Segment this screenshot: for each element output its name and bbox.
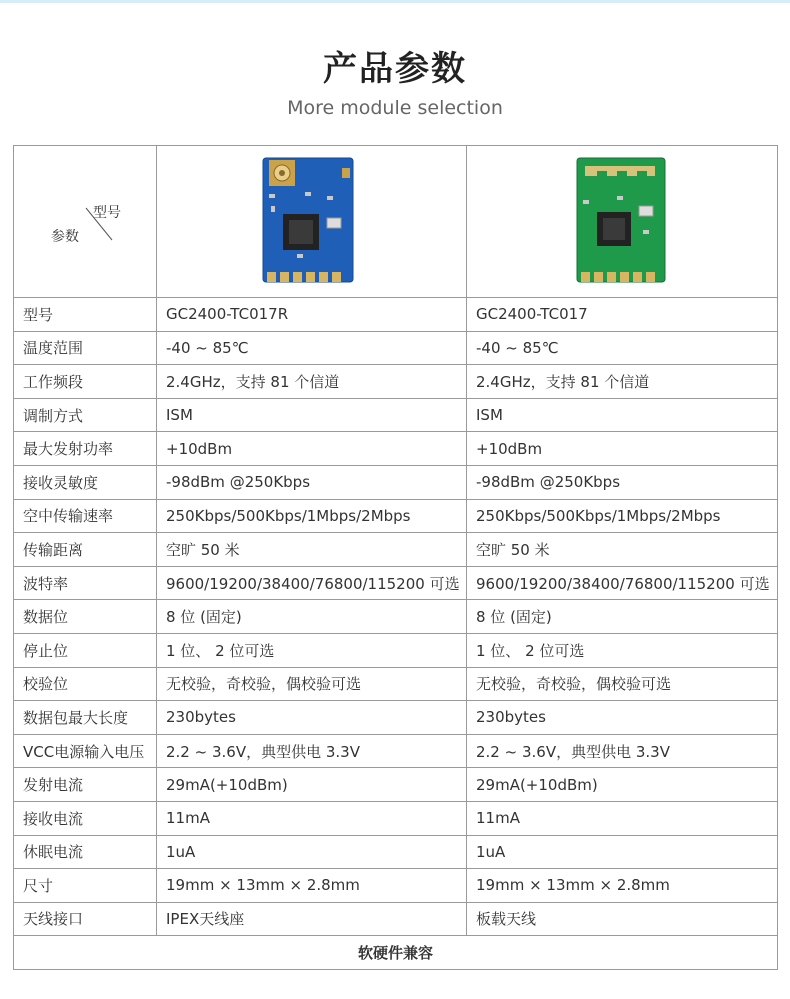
param-label: 接收电流 — [14, 801, 157, 835]
module-a-value: 29mA(+10dBm) — [157, 768, 467, 802]
module-a-value: 11mA — [157, 801, 467, 835]
diagonal-divider — [14, 146, 157, 298]
module-b-value: 19mm × 13mm × 2.8mm — [467, 869, 778, 903]
module-a-value: 19mm × 13mm × 2.8mm — [157, 869, 467, 903]
param-label: 接收灵敏度 — [14, 465, 157, 499]
module-a-value: GC2400-TC017R — [157, 298, 467, 332]
table-row — [14, 331, 778, 365]
blue-module-image — [157, 146, 467, 298]
param-label: 休眠电流 — [14, 835, 157, 869]
module-b-value: 2.2 ~ 3.6V，典型供电 3.3V — [467, 734, 778, 768]
module-b-value: 9600/19200/38400/76800/115200 可选 — [467, 566, 778, 600]
param-label: 停止位 — [14, 633, 157, 667]
table-row — [14, 533, 778, 567]
table-row — [14, 902, 778, 936]
table-row — [14, 734, 778, 768]
table-row — [14, 801, 778, 835]
table-row — [14, 398, 778, 432]
table-row — [14, 869, 778, 903]
module-b-value: 2.4GHz，支持 81 个信道 — [467, 365, 778, 399]
module-image-b — [467, 146, 778, 298]
compat-note: 软硬件兼容 — [14, 936, 778, 970]
param-label: 温度范围 — [14, 331, 157, 365]
module-a-value: -98dBm @250Kbps — [157, 465, 467, 499]
module-b-value: 29mA(+10dBm) — [467, 768, 778, 802]
module-b-value: 空旷 50 米 — [467, 533, 778, 567]
module-b-value: 无校验，奇校验，偶校验可选 — [467, 667, 778, 701]
module-a-value: 1 位、 2 位可选 — [157, 633, 467, 667]
module-b-value: ISM — [467, 398, 778, 432]
param-label: 传输距离 — [14, 533, 157, 567]
table-row — [14, 768, 778, 802]
table-row — [14, 701, 778, 735]
module-b-value: 8 位 (固定) — [467, 600, 778, 634]
module-a-value: 250Kbps/500Kbps/1Mbps/2Mbps — [157, 499, 467, 533]
table-row — [14, 365, 778, 399]
table-row — [14, 465, 778, 499]
param-label: 调制方式 — [14, 398, 157, 432]
module-b-value: 1 位、 2 位可选 — [467, 633, 778, 667]
module-a-value: 1uA — [157, 835, 467, 869]
module-image-row — [14, 146, 778, 298]
module-b-value: +10dBm — [467, 432, 778, 466]
module-b-value: -40 ~ 85℃ — [467, 331, 778, 365]
module-a-value: 2.2 ~ 3.6V，典型供电 3.3V — [157, 734, 467, 768]
corner-model-label: 型号 — [93, 205, 121, 221]
parameter-table — [13, 145, 778, 970]
param-label: 数据位 — [14, 600, 157, 634]
compat-footer-row — [14, 936, 778, 970]
param-label: 天线接口 — [14, 902, 157, 936]
module-a-value: -40 ~ 85℃ — [157, 331, 467, 365]
param-label: 尺寸 — [14, 869, 157, 903]
table-row — [14, 835, 778, 869]
module-b-value: GC2400-TC017 — [467, 298, 778, 332]
module-a-value: 空旷 50 米 — [157, 533, 467, 567]
table-row — [14, 667, 778, 701]
top-band — [0, 0, 790, 3]
param-label: 最大发射功率 — [14, 432, 157, 466]
corner-param-label: 参数 — [51, 229, 79, 245]
module-a-value: IPEX天线座 — [157, 902, 467, 936]
module-a-value: 2.4GHz，支持 81 个信道 — [157, 365, 467, 399]
param-label: 空中传输速率 — [14, 499, 157, 533]
param-label: 型号 — [14, 298, 157, 332]
module-a-value: ISM — [157, 398, 467, 432]
module-b-value: 1uA — [467, 835, 778, 869]
module-a-value: 230bytes — [157, 701, 467, 735]
param-label: 波特率 — [14, 566, 157, 600]
module-a-value: 无校验，奇校验，偶校验可选 — [157, 667, 467, 701]
table-row — [14, 499, 778, 533]
param-label: 校验位 — [14, 667, 157, 701]
green-module-image — [467, 146, 778, 298]
table-row — [14, 298, 778, 332]
table-row — [14, 633, 778, 667]
page-subtitle: More module selection — [287, 97, 503, 119]
table-row — [14, 566, 778, 600]
param-label: 工作频段 — [14, 365, 157, 399]
param-label: 发射电流 — [14, 768, 157, 802]
module-b-value: 11mA — [467, 801, 778, 835]
module-a-value: 9600/19200/38400/76800/115200 可选 — [157, 566, 467, 600]
table-row — [14, 600, 778, 634]
module-a-value: +10dBm — [157, 432, 467, 466]
module-image-a — [157, 146, 467, 298]
table-row — [14, 432, 778, 466]
module-b-value: 板载天线 — [467, 902, 778, 936]
module-b-value: 250Kbps/500Kbps/1Mbps/2Mbps — [467, 499, 778, 533]
module-b-value: 230bytes — [467, 701, 778, 735]
param-label: 数据包最大长度 — [14, 701, 157, 735]
page-title: 产品参数 — [323, 49, 467, 89]
corner-cell — [14, 146, 157, 298]
module-a-value: 8 位 (固定) — [157, 600, 467, 634]
param-label: VCC电源输入电压 — [14, 734, 157, 768]
module-b-value: -98dBm @250Kbps — [467, 465, 778, 499]
